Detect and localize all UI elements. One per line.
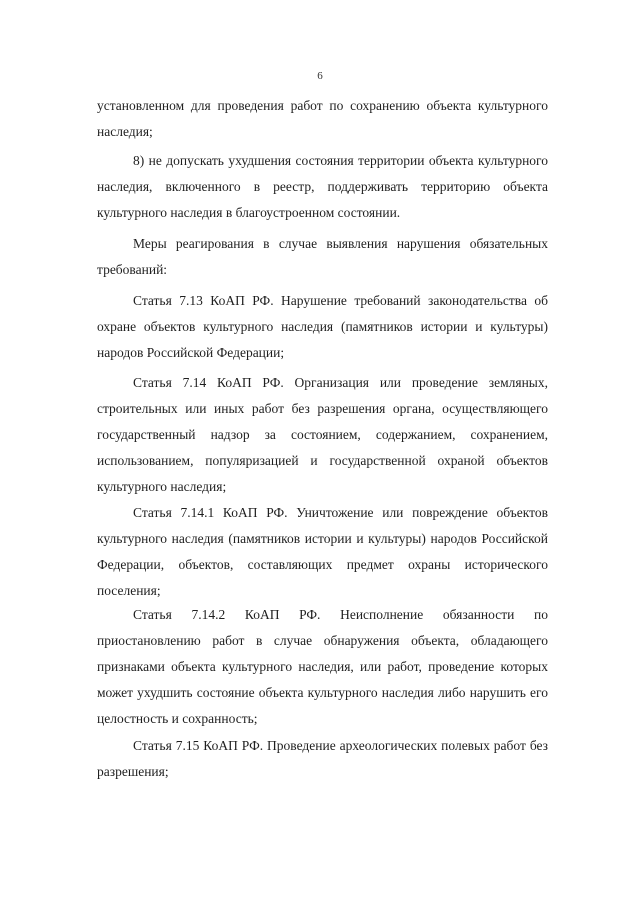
paragraph-article-7-14-2: Статья 7.14.2 КоАП РФ. Неисполнение обязанности по приостановлению работ в случае обнаружения объекта, обладающего признаками объекта культурного наследия, или работ, проведение которых может ухудшить состояние объекта культурного наследия либо нарушить его целостность и сохранность; (97, 607, 548, 726)
paragraph-article-7-14-1: Статья 7.14.1 КоАП РФ. Уничтожение или повреждение объектов культурного наследия (памятников истории и культуры) народов Российской Федерации, объектов, составляющих предмет охраны исторического поселения; (97, 505, 548, 598)
paragraph-article-7-13: Статья 7.13 КоАП РФ. Нарушение требований законодательства об охране объектов культурного наследия (памятников истории и культуры) народов Российской Федерации; (97, 293, 548, 360)
paragraph-article-7-15: Статья 7.15 КоАП РФ. Проведение археологических полевых работ без разрешения; (97, 738, 548, 779)
paragraph-item-8: 8) не допускать ухудшения состояния территории объекта культурного наследия, включенного в реестр, поддерживать территорию объекта культурного наследия в благоустроенном состоянии. (97, 153, 548, 220)
paragraph-measures-heading: Меры реагирования в случае выявления нарушения обязательных требований: (97, 236, 548, 277)
paragraph-article-7-14: Статья 7.14 КоАП РФ. Организация или проведение земляных, строительных или иных работ без разрешения органа, осуществляющего государственный надзор за состоянием, содержанием, сохранением, использованием, популяризацией и государственной охраной объектов культурного наследия; (97, 375, 548, 494)
paragraph-continuation: установленном для проведения работ по сохранению объекта культурного наследия; (97, 98, 548, 139)
page-number: 6 (317, 70, 323, 82)
